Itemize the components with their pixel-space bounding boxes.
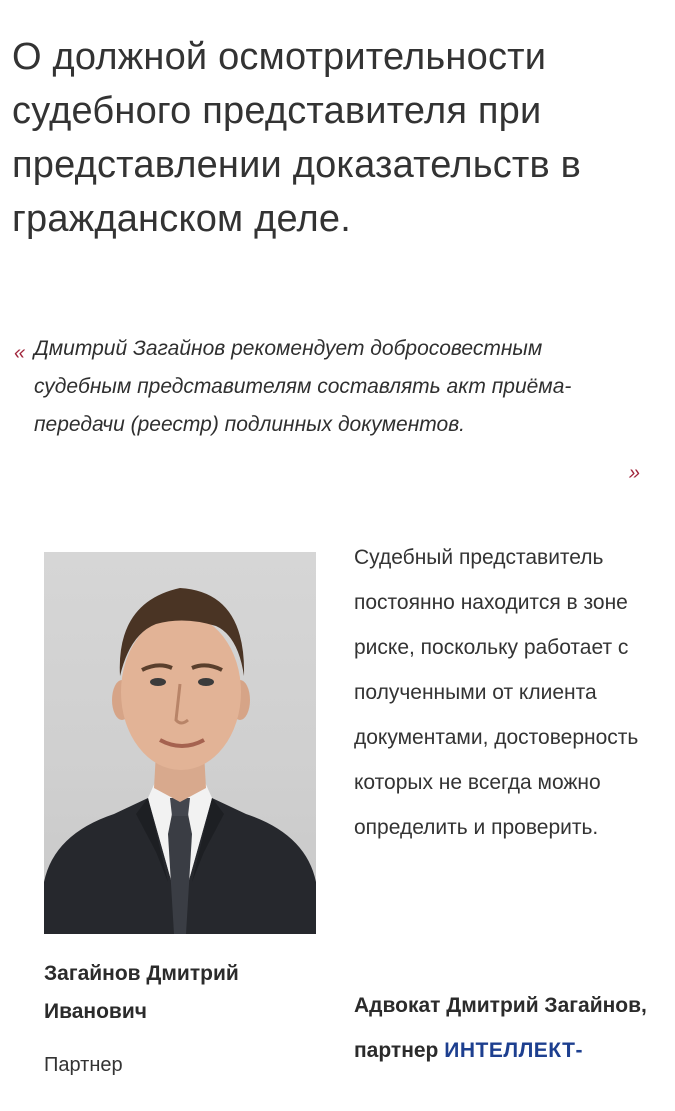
article-body-paragraph: Судебный представитель постоянно находится в зоне риске, поскольку работает с полученными от клиента документами, достоверность которых не всегда можно определить и проверить. <box>354 546 639 839</box>
quote-text: Дмитрий Загайнов рекомендует добросовестным судебным представителям составлять акт приёма-передачи (реестр) подлинных документов. <box>34 337 572 436</box>
portrait-photo <box>44 552 316 934</box>
byline-text: Адвокат Дмитрий Загайнов, партнер <box>354 994 647 1062</box>
pull-quote <box>14 330 664 490</box>
person-name: Загайнов Дмитрий Иванович <box>44 962 239 1023</box>
quote-close-mark: » <box>628 462 640 484</box>
person-role: Партнер <box>44 1054 123 1076</box>
quote-open-mark: « <box>14 342 26 364</box>
firm-link[interactable]: ИНТЕЛЛЕКТ- <box>444 1039 583 1062</box>
article-byline <box>354 983 659 1073</box>
portrait-illustration <box>44 552 316 934</box>
article-title: О должной осмотрительности судебного представителя при представлении доказательств в гражданском деле. <box>12 36 582 240</box>
